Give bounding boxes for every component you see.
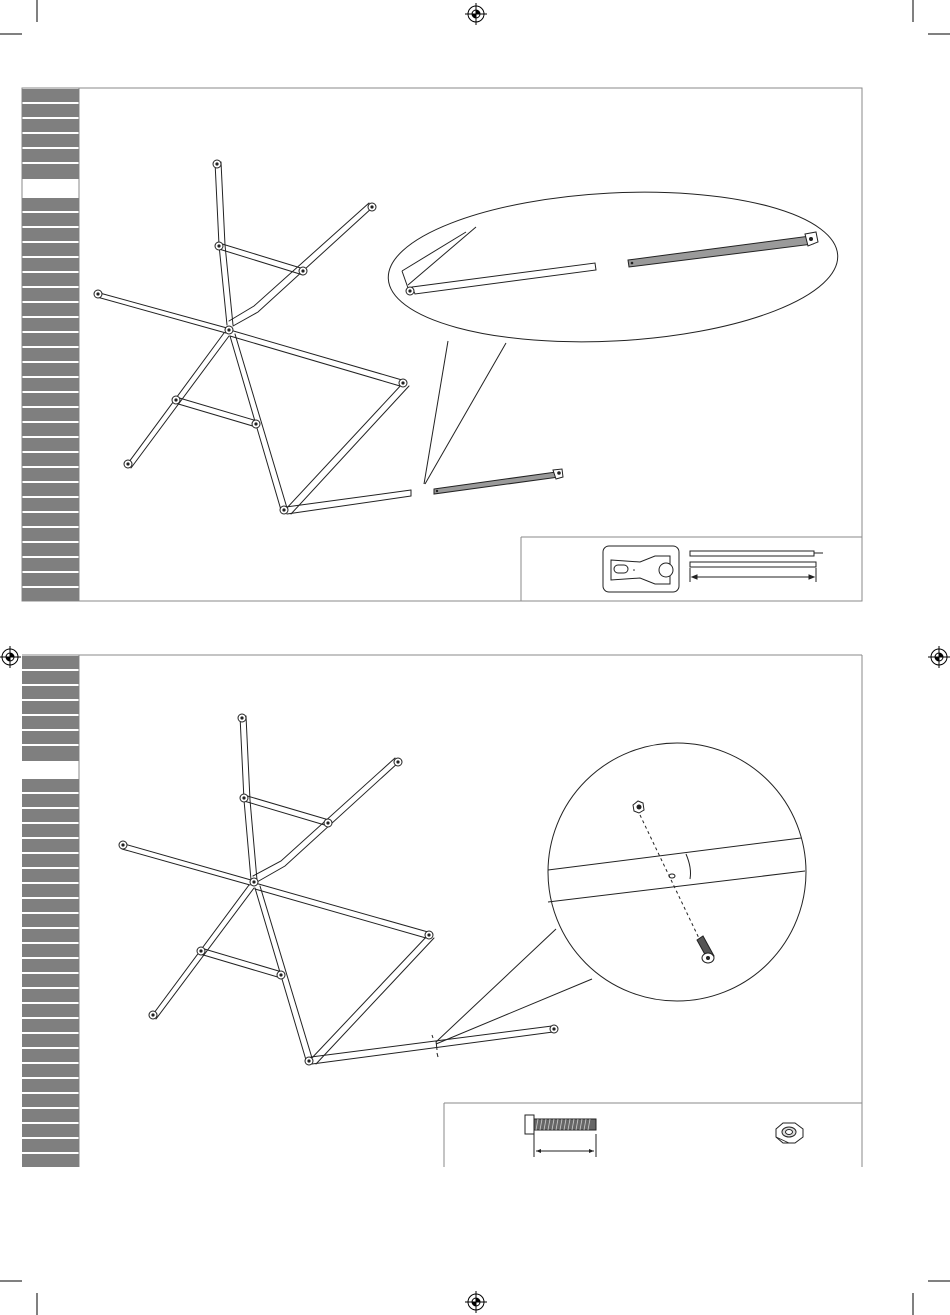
frame-structure-a [96, 162, 411, 514]
joint-icon [149, 1011, 157, 1019]
joint-icon [299, 267, 307, 275]
step-a-panel [22, 88, 862, 601]
joint-icon [277, 971, 285, 979]
joint-icon [399, 379, 407, 387]
joint-icon [368, 203, 376, 211]
joint-icon [252, 420, 260, 428]
joint-icon [213, 160, 221, 168]
joint-icon [94, 290, 102, 298]
joint-icon [240, 794, 248, 802]
joint-icon [215, 242, 223, 250]
joint-icon [324, 819, 332, 827]
lock-nut-part [776, 1123, 803, 1143]
joint-icon [394, 758, 402, 766]
insert-tube-callout [384, 181, 841, 484]
joint-icon [119, 841, 127, 849]
joint-icon [406, 287, 414, 295]
joint-icon [172, 396, 180, 404]
frame-structure-b [121, 716, 553, 1064]
bolt-nut-callout [436, 743, 806, 1044]
step-b-tab-stack [22, 656, 79, 1167]
parts-box-a [521, 537, 862, 601]
parts-box-b [444, 1103, 862, 1167]
loose-tube-a [434, 469, 563, 494]
hub-joint-icon [225, 326, 233, 334]
registration-mark-icon [0, 646, 21, 668]
registration-mark-icon [928, 646, 950, 668]
registration-mark-icon [465, 3, 487, 25]
joint-icon [238, 714, 246, 722]
registration-mark-icon [465, 1291, 487, 1313]
joint-icon [280, 506, 288, 514]
tube-pair-part [690, 551, 823, 582]
step-a-tab-stack [22, 89, 79, 601]
bolt-insert-marker [432, 1035, 438, 1057]
step-b-panel [22, 655, 862, 1167]
joint-icon [425, 931, 433, 939]
joint-icon [197, 947, 205, 955]
bolt-part [525, 1115, 596, 1157]
joint-icon [305, 1057, 313, 1065]
joint-icon [550, 1025, 558, 1033]
hub-joint-icon [250, 878, 258, 886]
joint-icon [124, 460, 132, 468]
end-plate-icon [603, 546, 679, 592]
